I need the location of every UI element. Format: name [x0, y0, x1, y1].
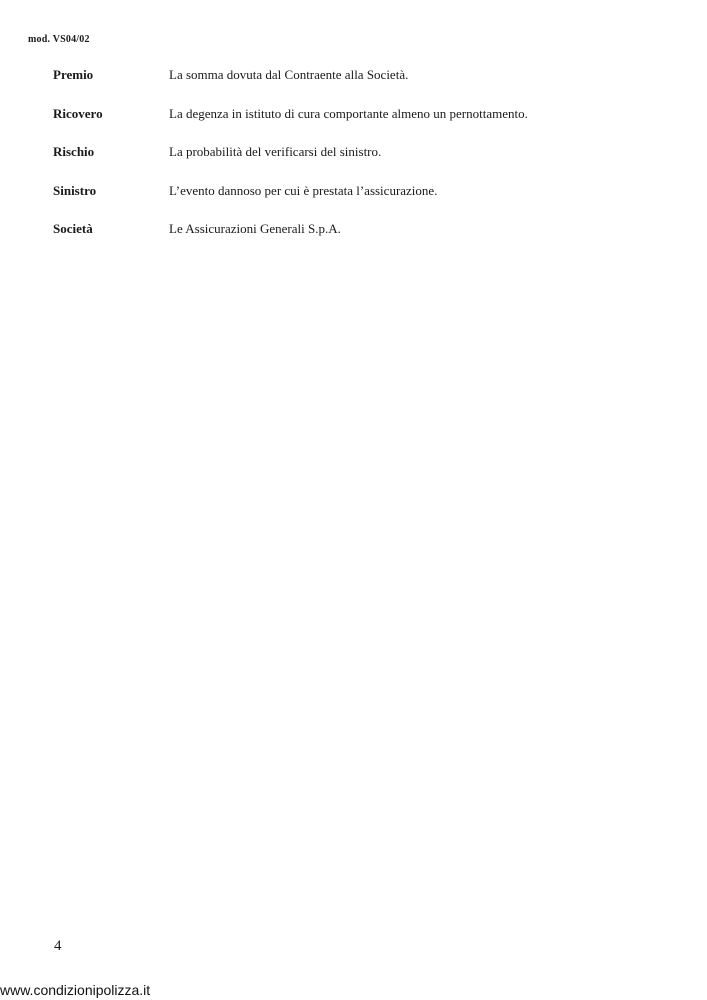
definition-term: Ricovero — [53, 105, 103, 121]
definition-term: Premio — [53, 67, 94, 82]
definition-term: Sinistro — [53, 182, 97, 198]
definition-row — [53, 183, 673, 222]
definition-text: La degenza in istituto di cura comportante almeno un pernottamento. — [169, 105, 528, 121]
definitions-list — [53, 67, 673, 260]
document-code: mod. VS04/02 — [28, 34, 90, 45]
definition-row — [53, 144, 673, 183]
definition-text: Le Assicurazioni Generali S.p.A. — [169, 221, 341, 236]
definition-text: La somma dovuta dal Contraente alla Società. — [169, 67, 409, 82]
page-number: 4 — [54, 938, 62, 954]
definition-term: Società — [53, 221, 93, 236]
definition-row — [53, 67, 673, 106]
website-watermark: www.condizionipolizza.it — [0, 982, 151, 998]
definition-row — [53, 106, 673, 145]
definition-text: L’evento dannoso per cui è prestata l’assicurazione. — [169, 182, 438, 198]
definition-term: Rischio — [53, 144, 95, 159]
definition-row — [53, 221, 673, 260]
definition-text: La probabilità del verificarsi del sinistro. — [169, 144, 382, 159]
